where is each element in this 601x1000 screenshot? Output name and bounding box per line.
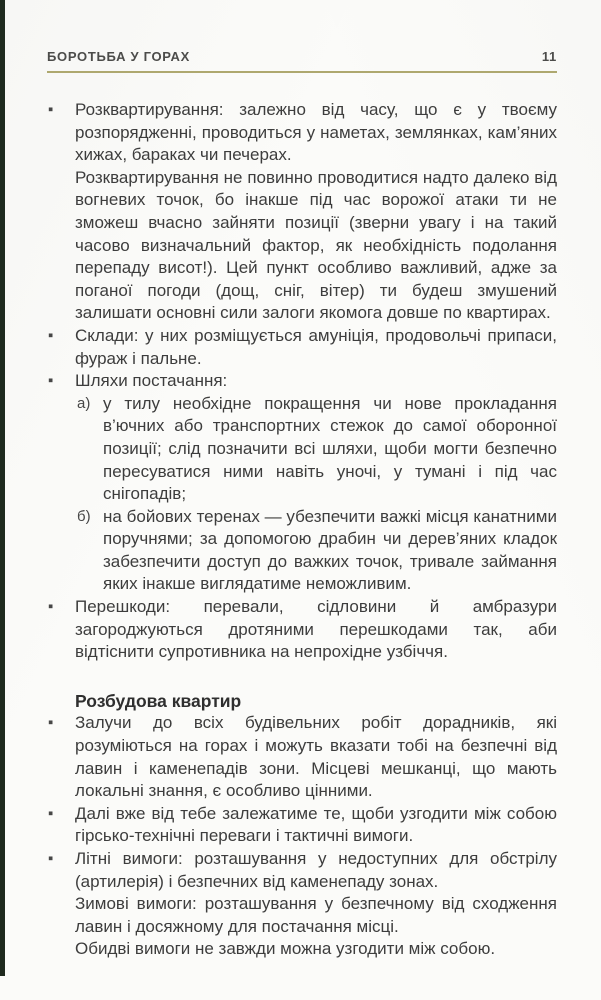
sub-item-letter: а) <box>77 394 91 412</box>
bullet-icon: ▪ <box>48 326 54 344</box>
paragraph <box>47 893 557 938</box>
paragraph-text: Обидві вимоги не завжди можна узгодити між собою. <box>75 939 496 959</box>
sub-list-item <box>47 506 557 596</box>
running-head-title: БОРОТЬБА У ГОРАХ <box>47 49 190 64</box>
list-item <box>47 803 557 848</box>
paragraph <box>47 938 557 961</box>
list-item-text: Розквартирування: залежно від часу, що є у твоєму розпорядженні, проводиться у наметах, землянках, кам’яних хижах, бараках чи печерах. <box>75 100 557 165</box>
list-item <box>47 848 557 893</box>
page-number: 11 <box>541 49 557 64</box>
page-header <box>47 49 557 64</box>
sub-list-item <box>47 393 557 506</box>
sub-item-text: у тилу необхідне покращення чи нове прокладання в’ючних або транспортних стежок до самої оборонної позиції; слід позначити всі шляхи, щоби могти безпечно пересуватися ними навіть уночі, у тумані і під час снігопадів; <box>103 393 557 504</box>
bullet-icon: ▪ <box>48 714 54 732</box>
list-item <box>47 712 557 802</box>
paragraph-text: Зимові вимоги: розташування у безпечному від сходження лавин і досяжному для постачання місці. <box>75 894 557 936</box>
section-heading: Розбудова квартир <box>75 690 242 711</box>
paragraph <box>47 167 557 325</box>
header-rule <box>47 71 557 73</box>
list-item <box>47 325 557 370</box>
sub-item-text: на бойових теренах — убезпечити важкі місця канатними поручнями; за допомогою драбин чи дерев’яних кладок забезпечити доступ до важких точок, тривале займання яких інакше виглядатиме неможливим. <box>103 506 557 594</box>
list-item <box>47 370 557 393</box>
list-item <box>47 99 557 167</box>
list-item-text: Шляхи постачання: <box>75 371 228 391</box>
list-item-text: Залучи до всіх будівельних робіт дорадників, які розуміються на горах і можуть вказати тобі на безпечні від лавин і каменепадів зони. Місцеві мешканці, що мають локальні знання, є особливо цінними. <box>75 713 557 801</box>
list-item <box>47 596 557 664</box>
list-item-text: Перешкоди: перевали, сідловини й амбразури загороджуються дротяними перешкодами так, аби відтіснити супротивника на непрохідне узбіччя. <box>75 597 557 662</box>
list-item-text: Далі вже від тебе залежатиме те, щоби узгодити між собою гірсько-технічні переваги і тактичні вимоги. <box>75 803 557 846</box>
sub-item-letter: б) <box>77 507 91 525</box>
bullet-icon: ▪ <box>48 372 54 390</box>
bullet-icon: ▪ <box>48 101 54 118</box>
bullet-icon: ▪ <box>48 598 54 616</box>
list-item-text: Склади: у них розміщується амуніція, продовольчі припаси, фураж і пальне. <box>75 325 557 368</box>
page-body <box>47 99 557 961</box>
bullet-icon: ▪ <box>48 804 54 822</box>
bullet-icon: ▪ <box>48 850 54 867</box>
page-left-edge-bar <box>0 0 5 976</box>
list-item-text: Літні вимоги: розташування у недоступних для обстрілу (артилерія) і безпечних від каменепаду зонах. <box>75 849 557 891</box>
paragraph-text: Розквартирування не повинно проводитися надто далеко від вогневих точок, бо інакше під час ворожої атаки ти не зможеш вчасно зайняти позиції (зверни увагу і на такий часово визначальний фактор, як необхідність подолання перепаду висот!). Цей пункт особливо важливий, адже за поганої погоди (дощ, сніг, вітер) ти будеш змушений залишати основні сили залоги якомога довше по квартирах. <box>75 167 557 323</box>
